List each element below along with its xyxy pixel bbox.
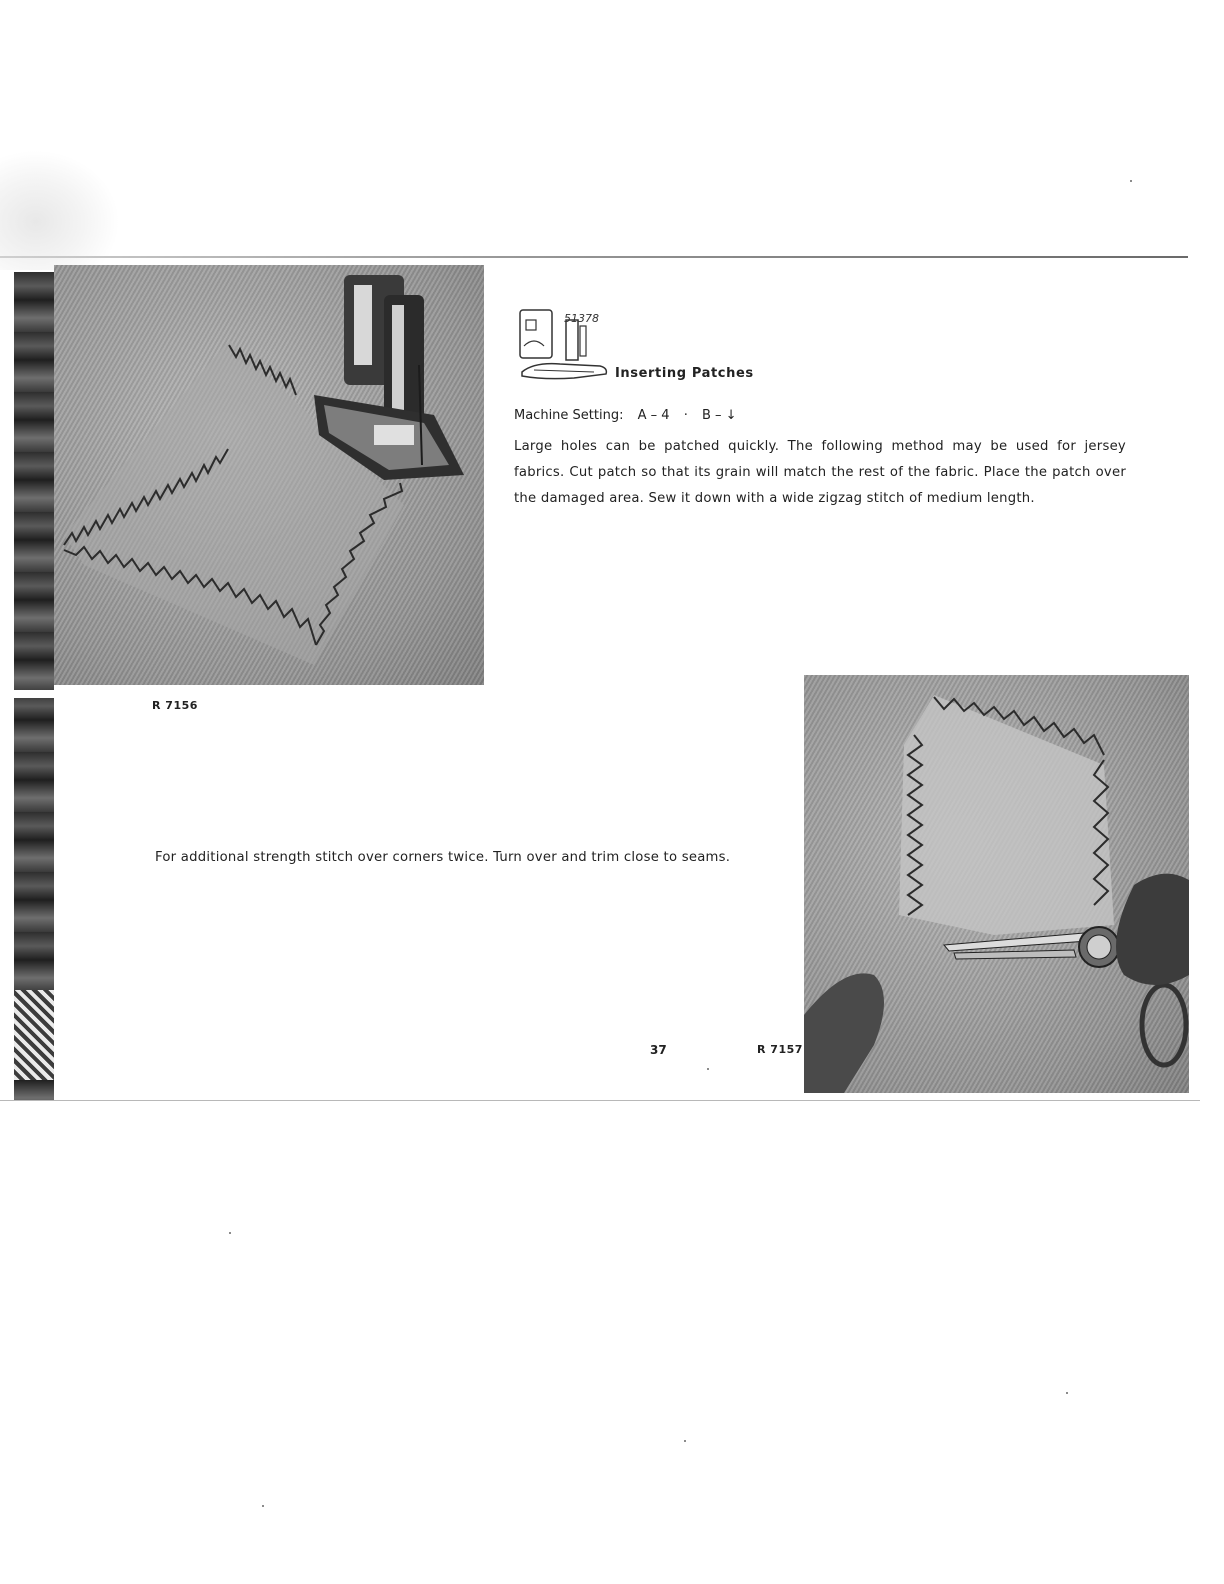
top-rule (0, 256, 1188, 258)
figure-1-illustration (54, 265, 484, 685)
setting-b-value: B – ↓ (701, 408, 737, 423)
scan-speck (1130, 180, 1132, 182)
figure-2-photo (804, 675, 1189, 1093)
instructions-paragraph-1: Large holes can be patched quickly. The following method may be used for jersey fabrics. Cut patch so that its grain will match the rest of the fabric. Place the patch over the damaged area. Sew it down with a wide zigzag stitch of medium length. (514, 439, 1126, 506)
scan-speck (229, 1232, 231, 1234)
presser-foot-part-number: 51378 (564, 312, 599, 325)
scan-speck (684, 1440, 686, 1442)
page-number: 37 (650, 1043, 667, 1057)
figure-1-photo (54, 265, 484, 685)
section-title: Inserting Patches (615, 366, 754, 381)
finger-shape (1116, 874, 1189, 985)
figure-2-caption: R 7157 (757, 1043, 803, 1056)
scan-speck (1066, 1392, 1068, 1394)
instructions-paragraph-2: For additional strength stitch over corners twice. Turn over and trim close to seams. (155, 850, 731, 865)
scan-speck (707, 1068, 709, 1070)
strip-gap (14, 690, 54, 698)
patch-shape (64, 340, 404, 665)
machine-setting-label: Machine Setting: (514, 408, 624, 423)
thumb-shape (804, 973, 884, 1093)
figure-2-illustration (804, 675, 1189, 1093)
figure-1-caption: R 7156 (152, 699, 198, 712)
lace-detail (14, 990, 54, 1080)
patch-fabric (899, 695, 1114, 935)
scan-shadow (0, 150, 120, 270)
machine-setting (514, 408, 737, 423)
setting-separator: · (683, 408, 688, 423)
bottom-rule (0, 1100, 1200, 1101)
scan-speck (262, 1505, 264, 1507)
adjacent-page-strip (14, 272, 54, 1100)
setting-a-value: A – 4 (637, 408, 670, 423)
